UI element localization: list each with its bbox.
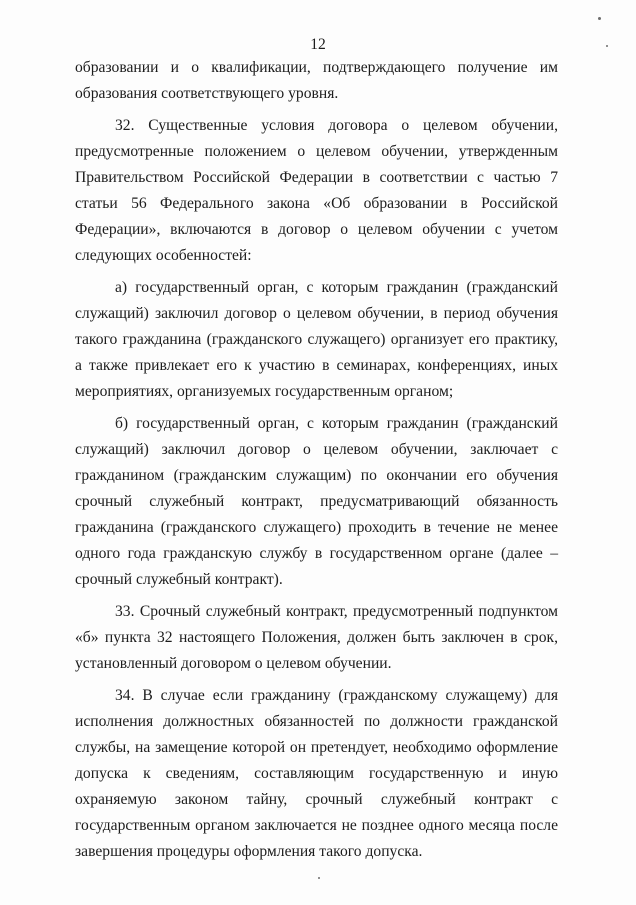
scan-speck	[318, 877, 320, 879]
paragraph-subitem-b: б) государственный орган, с которым гражданин (гражданский служащий) заключил договор о целевом обучении, заключает с гражданином (гражданским служащим) по окончании его обучения срочный служебный контракт, предусматривающий обязанность гражданина (гражданского служащего) проходить в течение не менее одного года гражданскую службу в государственном органе (далее – срочный служебный контракт).	[75, 415, 558, 588]
scan-speck	[598, 17, 601, 20]
paragraph-item-34: 34. В случае если гражданину (гражданскому служащему) для исполнения должностных обязанностей по должности гражданской службы, на замещение которой он претендует, необходимо оформление допуска к сведениям, составляющим государственную и иную охраняемую законом тайну, срочный служебный контракт с государственным органом заключается не позднее одного месяца после завершения процедуры оформления такого допуска.	[75, 687, 558, 860]
document-body	[75, 55, 558, 865]
paragraph-item-33: 33. Срочный служебный контракт, предусмотренный подпунктом «б» пункта 32 настоящего Положения, должен быть заключен в срок, установленный договором о целевом обучении.	[75, 603, 558, 672]
paragraph-subitem-a: а) государственный орган, с которым гражданин (гражданский служащий) заключил договор о целевом обучении, в период обучения такого гражданина (гражданского служащего) организует его практику, а также привлекает его к участию в семинарах, конференциях, иных мероприятиях, организуемых государственным органом;	[75, 279, 558, 400]
paragraph-continuation: образовании и о квалификации, подтверждающего получение им образования соответствующего уровня.	[75, 59, 558, 102]
scan-speck	[606, 45, 608, 47]
paragraph-item-32: 32. Существенные условия договора о целевом обучении, предусмотренные положением о целевом обучении, утвержденным Правительством Российской Федерации в соответствии с частью 7 статьи 56 Федерального закона «Об образовании в Российской Федерации», включаются в договор о целевом обучении с учетом следующих особенностей:	[75, 117, 558, 264]
page-number: 12	[310, 36, 326, 53]
